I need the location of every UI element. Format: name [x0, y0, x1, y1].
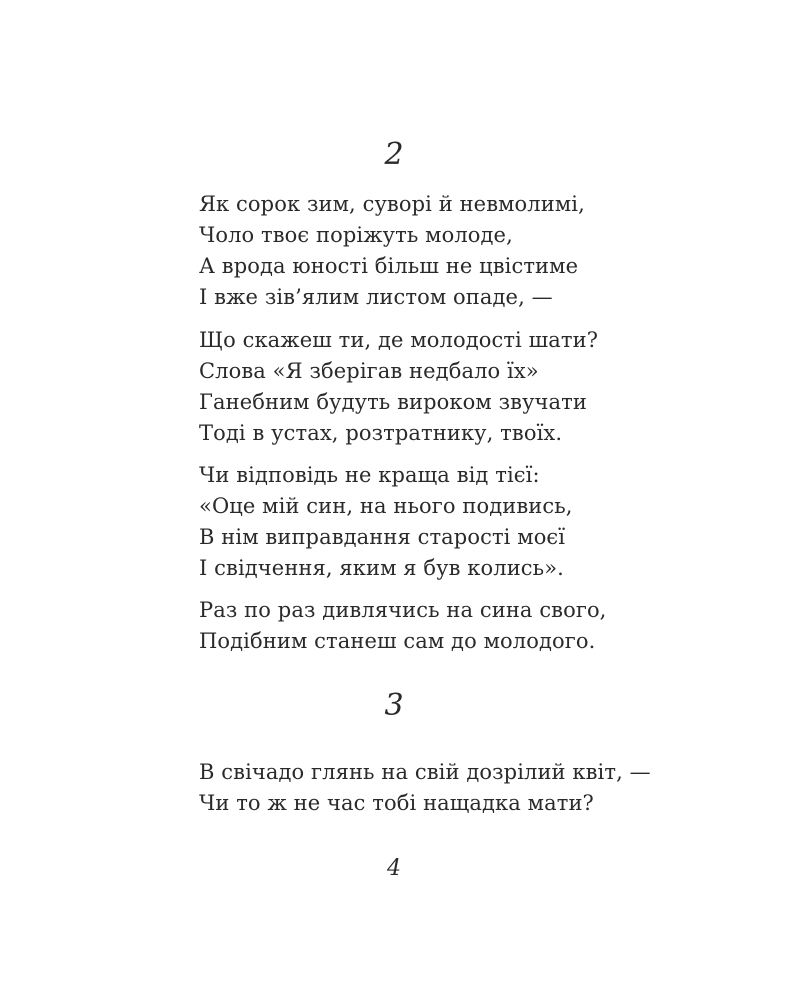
poem-line: Чи то ж не час тобі нащадка мати?	[199, 791, 594, 815]
sonnet-number-2: 2	[384, 137, 404, 172]
sonnet-number-3: 3	[384, 688, 404, 723]
poem-line: Раз по раз дивлячись на сина свого,	[199, 598, 607, 622]
poem-line: І свідчення, яким я був колись».	[199, 556, 564, 580]
poem-line: А врода юності більш не цвістиме	[199, 254, 579, 278]
page-number: 4	[387, 856, 401, 881]
poem-line: Ганебним будуть вироком звучати	[199, 390, 587, 414]
poem-line: І вже зів’ялим листом опаде, —	[199, 285, 553, 309]
poem-line: В нім виправдання старості моєї	[199, 525, 566, 549]
stanza-5	[199, 757, 759, 819]
poem-line: Що скажеш ти, де молодості шати?	[199, 328, 599, 352]
stanza-1	[199, 189, 759, 313]
stanza-3	[199, 460, 759, 584]
couplet	[199, 595, 759, 657]
poem-line: Чи відповідь не краща від тієї:	[199, 463, 540, 487]
poem-line: Тоді в устах, розтратнику, твоїх.	[199, 421, 563, 445]
poem-line: Слова «Я зберігав недбало їх»	[199, 359, 539, 383]
stanza-2	[199, 325, 759, 449]
poem-line: «Оце мій син, на нього подивись,	[199, 494, 573, 518]
poem-line: Чоло твоє поріжуть молоде,	[199, 223, 513, 247]
poem-line: В свічадо глянь на свій дозрілий квіт, —	[199, 760, 651, 784]
poem-line: Як сорок зим, суворі й невмолимі,	[199, 192, 585, 216]
poem-line: Подібним станеш сам до молодого.	[199, 629, 596, 653]
